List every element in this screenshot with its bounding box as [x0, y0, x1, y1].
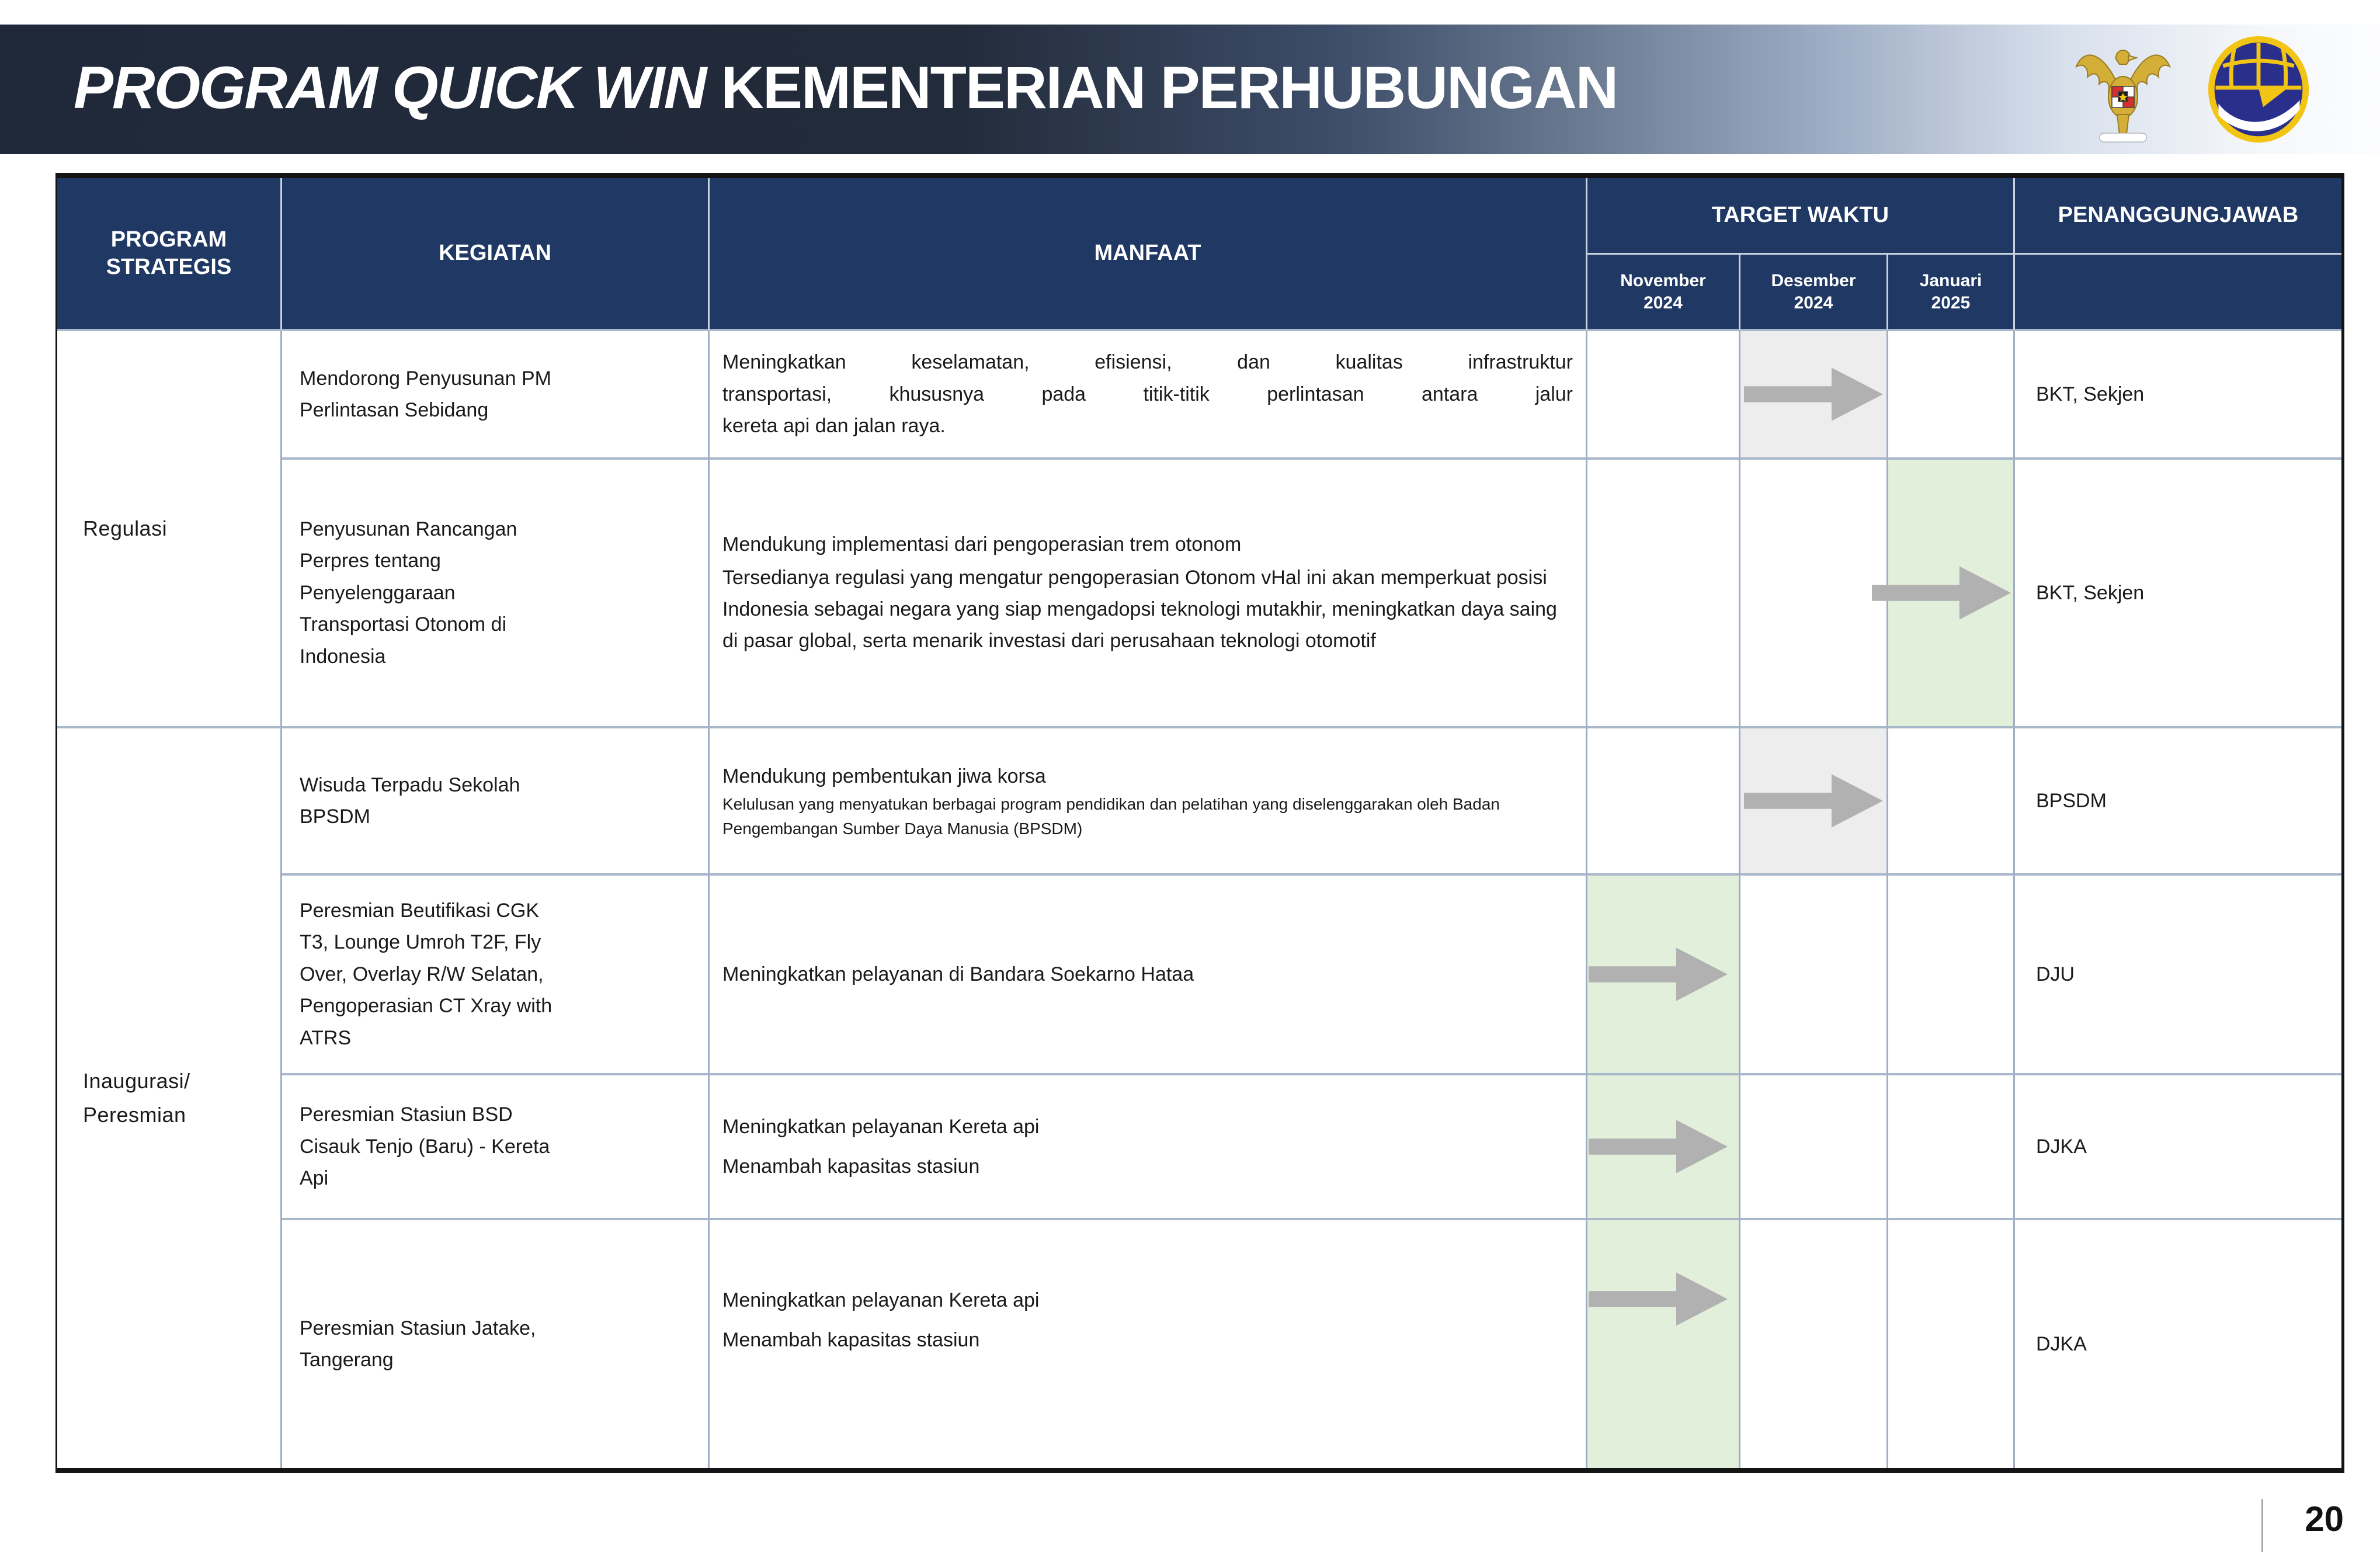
- column-header-manfaat-label: MANFAAT: [1094, 241, 1201, 266]
- target-desember-cell-row4: [1740, 876, 1888, 1075]
- timeline-arrow-icon: [1589, 943, 1728, 1005]
- month-name: Januari: [1919, 271, 1982, 290]
- target-november-cell-row4: [1587, 876, 1740, 1075]
- column-header-kegiatan-label: KEGIATAN: [439, 241, 551, 266]
- kegiatan-text: Penyusunan Rancangan Perpres tentang Penyelenggaraan Transportasi Otonom di Indonesia: [300, 518, 517, 668]
- target-desember-cell-row3: [1740, 728, 1888, 876]
- target-desember-cell-row1: [1740, 331, 1888, 460]
- manfaat-cell-row2: [710, 460, 1587, 728]
- penanggungjawab-text: DJKA: [2036, 1332, 2087, 1355]
- manfaat-cell-row1: [710, 331, 1587, 460]
- manfaat-text: Meningkatkan pelayanan di Bandara Soekarno Hataa: [722, 963, 1194, 985]
- manfaat-line: transportasi, khususnya pada titik-titik perlintasan antara jalur: [722, 383, 1573, 405]
- column-header-kegiatan: [282, 178, 710, 331]
- penanggungjawab-text: BKT, Sekjen: [2036, 383, 2145, 405]
- month-name: November: [1620, 271, 1706, 290]
- target-januari-cell-row6: [1888, 1220, 2015, 1468]
- penanggungjawab-cell-row5: [2015, 1075, 2341, 1220]
- manfaat-line: Meningkatkan pelayanan Kereta api: [722, 1115, 1040, 1138]
- timeline-arrow-icon: [1744, 770, 1883, 832]
- manfaat-line: Menambah kapasitas stasiun: [722, 1155, 980, 1178]
- timeline-arrow-icon: [1744, 363, 1883, 425]
- column-header-target-waktu: [1587, 178, 2015, 255]
- target-november-cell-row5: [1587, 1075, 1740, 1220]
- penanggungjawab-cell-row1: [2015, 331, 2341, 460]
- page-number: 20: [2305, 1499, 2344, 1539]
- penanggungjawab-cell-row3: [2015, 728, 2341, 876]
- target-november-cell-row1: [1587, 331, 1740, 460]
- kementerian-perhubungan-icon: [2201, 34, 2316, 145]
- penanggungjawab-text: DJKA: [2036, 1135, 2087, 1158]
- footer-divider: [2261, 1499, 2263, 1552]
- group-label: Inaugurasi/ Peresmian: [83, 1069, 190, 1127]
- manfaat-paragraph: Tersedianya regulasi yang mengatur pengoperasian Otonom vHal ini akan memperkuat posisi Indonesia sebagai negara yang siap mengadopsi teknologi mutakhir, meningkatkan daya saing di pasar global, serta menarik investasi dari perusahaan teknologi otomotif: [722, 566, 1557, 652]
- month-header-desember-2024: [1740, 255, 1888, 331]
- kegiatan-text: Mendorong Penyusunan PM Perlintasan Sebidang: [300, 367, 551, 421]
- month-year: 2025: [1931, 293, 1971, 313]
- target-desember-cell-row5: [1740, 1075, 1888, 1220]
- target-november-cell-row2: [1587, 460, 1740, 728]
- title-band: [0, 25, 2380, 154]
- manfaat-line: Meningkatkan pelayanan Kereta api: [722, 1289, 1040, 1311]
- manfaat-cell-row6: [710, 1220, 1587, 1468]
- page-title: [74, 54, 1617, 122]
- logo-group: [2073, 29, 2316, 150]
- penanggungjawab-text: DJU: [2036, 963, 2075, 985]
- penanggungjawab-cell-row6: [2015, 1220, 2341, 1468]
- kegiatan-cell-row1: [282, 331, 710, 460]
- month-header-januari-2025: [1888, 255, 2015, 331]
- column-header-penanggungjawab: [2015, 178, 2341, 255]
- penanggungjawab-cell-row4: [2015, 876, 2341, 1075]
- target-desember-cell-row2: [1740, 460, 1888, 728]
- manfaat-main-text: Mendukung pembentukan jiwa korsa: [722, 765, 1046, 787]
- manfaat-cell-row4: [710, 876, 1587, 1075]
- group-cell-inaugurasi-peresmian: [57, 728, 282, 1468]
- column-header-manfaat: [710, 178, 1587, 331]
- month-header-november-2024: [1587, 255, 1740, 331]
- kegiatan-text: Peresmian Beutifikasi CGK T3, Lounge Umroh T2F, Fly Over, Overlay R/W Selatan, Pengoperasian CT Xray with ATRS: [300, 900, 553, 1049]
- kegiatan-text: Peresmian Stasiun Jatake, Tangerang: [300, 1317, 536, 1371]
- target-november-cell-row6: [1587, 1220, 1740, 1468]
- target-januari-cell-row4: [1888, 876, 2015, 1075]
- manfaat-line: kereta api dan jalan raya.: [722, 415, 946, 438]
- manfaat-detail-text: Kelulusan yang menyatukan berbagai program pendidikan dan pelatihan yang diselenggarakan oleh Badan Pengembangan Sumber Daya Manusia (BPSDM): [722, 795, 1500, 838]
- month-year: 2024: [1794, 293, 1833, 313]
- target-januari-cell-row1: [1888, 331, 2015, 460]
- month-year: 2024: [1644, 293, 1683, 313]
- column-header-penanggungjawab-label: PENANGGUNGJAWAB: [2058, 203, 2299, 228]
- timeline-arrow-icon: [1589, 1268, 1728, 1330]
- manfaat-cell-row3: [710, 728, 1587, 876]
- garuda-pancasila-icon: [2073, 34, 2173, 145]
- month-name: Desember: [1771, 271, 1856, 290]
- kegiatan-text: Wisuda Terpadu Sekolah BPSDM: [300, 773, 520, 828]
- target-januari-cell-row3: [1888, 728, 2015, 876]
- kegiatan-cell-row6: [282, 1220, 710, 1468]
- kegiatan-text: Peresmian Stasiun BSD Cisauk Tenjo (Baru) - Kereta Api: [300, 1103, 550, 1190]
- manfaat-line: Meningkatkan keselamatan, efisiensi, dan kualitas infrastruktur: [722, 351, 1573, 374]
- page-title-regular: KEMENTERIAN PERHUBUNGAN: [721, 54, 1618, 121]
- target-januari-cell-row5: [1888, 1075, 2015, 1220]
- column-header-program-strategis: [57, 178, 282, 331]
- column-header-target-waktu-label: TARGET WAKTU: [1711, 203, 1889, 228]
- timeline-arrow-icon: [1872, 562, 2011, 624]
- manfaat-line: Menambah kapasitas stasiun: [722, 1329, 980, 1352]
- manfaat-cell-row5: [710, 1075, 1587, 1220]
- penanggungjawab-text: BPSDM: [2036, 789, 2107, 812]
- target-november-cell-row3: [1587, 728, 1740, 876]
- penanggungjawab-text: BKT, Sekjen: [2036, 581, 2145, 604]
- kegiatan-cell-row3: [282, 728, 710, 876]
- column-header-program-strategis-label: PROGRAM STRATEGIS: [106, 227, 232, 279]
- kegiatan-cell-row4: [282, 876, 710, 1075]
- penanggungjawab-header-filler: [2015, 255, 2341, 331]
- group-label: Regulasi: [83, 516, 168, 541]
- kegiatan-cell-row5: [282, 1075, 710, 1220]
- page-title-italic: PROGRAM QUICK WIN: [74, 54, 706, 121]
- target-desember-cell-row6: [1740, 1220, 1888, 1468]
- penanggungjawab-cell-row2: [2015, 460, 2341, 728]
- timeline-arrow-icon: [1589, 1116, 1728, 1178]
- manfaat-paragraph: Mendukung implementasi dari pengoperasian trem otonom: [722, 533, 1242, 556]
- kegiatan-cell-row2: [282, 460, 710, 728]
- quickwin-table: [55, 173, 2344, 1473]
- group-cell-regulasi: [57, 331, 282, 728]
- target-januari-cell-row2: [1888, 460, 2015, 728]
